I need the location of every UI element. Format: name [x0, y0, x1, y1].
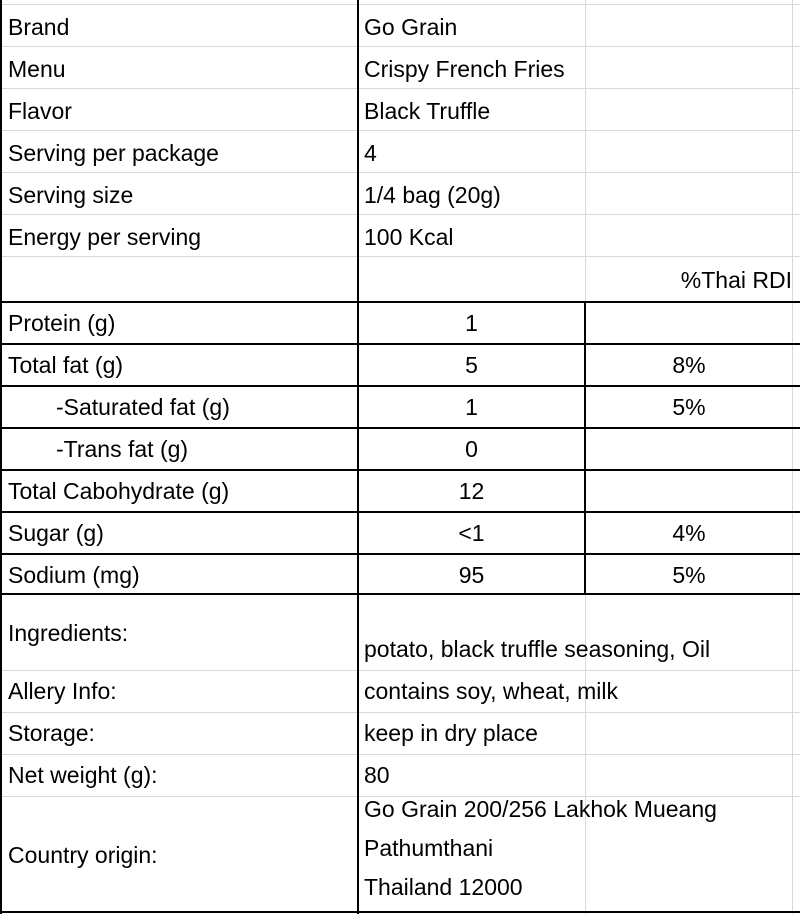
gridline — [0, 670, 800, 671]
nutrient-amount: 1 — [465, 394, 478, 420]
gridline — [0, 712, 800, 713]
nutrient-label: Protein (g) — [8, 310, 116, 336]
allergy-label: Allery Info: — [8, 678, 117, 704]
gridline — [0, 4, 800, 5]
country-origin-line: Thailand 12000 — [364, 874, 523, 900]
table-border — [0, 0, 2, 914]
rdi-header: %Thai RDI — [680, 267, 792, 293]
gridline — [0, 256, 800, 257]
table-border — [0, 427, 800, 429]
table-border — [0, 343, 800, 345]
nutrient-label: -Trans fat (g) — [56, 436, 189, 462]
nutrient-amount: <1 — [458, 520, 485, 546]
gridline — [0, 88, 800, 89]
nutrient-label: Total fat (g) — [8, 352, 124, 378]
brand-label: Brand — [8, 14, 70, 40]
gridline — [0, 754, 800, 755]
ingredients-value: potato, black truffle seasoning, Oil — [364, 636, 711, 662]
menu-label: Menu — [8, 56, 66, 82]
nutrient-rdi: 5% — [672, 394, 706, 420]
table-border — [0, 469, 800, 471]
nutrient-amount: 12 — [458, 478, 485, 504]
table-border — [0, 553, 800, 555]
serving-size-label: Serving size — [8, 182, 134, 208]
country-origin-label: Country origin: — [8, 842, 158, 868]
gridline — [792, 0, 793, 914]
net-weight-label: Net weight (g): — [8, 762, 158, 788]
gridline — [0, 214, 800, 215]
nutrient-rdi: 4% — [672, 520, 706, 546]
nutrient-rdi: 5% — [672, 562, 706, 588]
nutrient-label: -Saturated fat (g) — [56, 394, 230, 420]
servings-per-package-value: 4 — [364, 140, 377, 166]
brand-value: Go Grain — [364, 14, 458, 40]
flavor-label: Flavor — [8, 98, 72, 124]
nutrient-amount: 0 — [465, 436, 478, 462]
table-border — [0, 301, 800, 303]
serving-size-value: 1/4 bag (20g) — [364, 182, 501, 208]
allergy-value: contains soy, wheat, milk — [364, 678, 618, 704]
table-border — [0, 911, 800, 913]
storage-label: Storage: — [8, 720, 95, 746]
gridline — [0, 172, 800, 173]
flavor-value: Black Truffle — [364, 98, 491, 124]
table-border — [0, 511, 800, 513]
nutrient-label: Sugar (g) — [8, 520, 104, 546]
energy-value: 100 Kcal — [364, 224, 454, 250]
table-border — [0, 385, 800, 387]
country-origin-line: Pathumthani — [364, 835, 494, 861]
nutrient-amount: 5 — [465, 352, 478, 378]
nutrient-amount: 95 — [458, 562, 485, 588]
nutrient-label: Sodium (mg) — [8, 562, 140, 588]
nutrient-amount: 1 — [465, 310, 478, 336]
table-border — [584, 302, 586, 594]
servings-per-package-label: Serving per package — [8, 140, 219, 166]
nutrient-rdi: 8% — [672, 352, 706, 378]
ingredients-label: Ingredients: — [8, 620, 129, 646]
storage-value: keep in dry place — [364, 720, 538, 746]
energy-label: Energy per serving — [8, 224, 202, 250]
table-border — [0, 593, 800, 595]
gridline — [0, 46, 800, 47]
menu-value: Crispy French Fries — [364, 56, 565, 82]
nutrient-label: Total Cabohydrate (g) — [8, 478, 230, 504]
gridline — [0, 130, 800, 131]
country-origin-line: Go Grain 200/256 Lakhok Mueang — [364, 796, 717, 822]
net-weight-value: 80 — [364, 762, 390, 788]
